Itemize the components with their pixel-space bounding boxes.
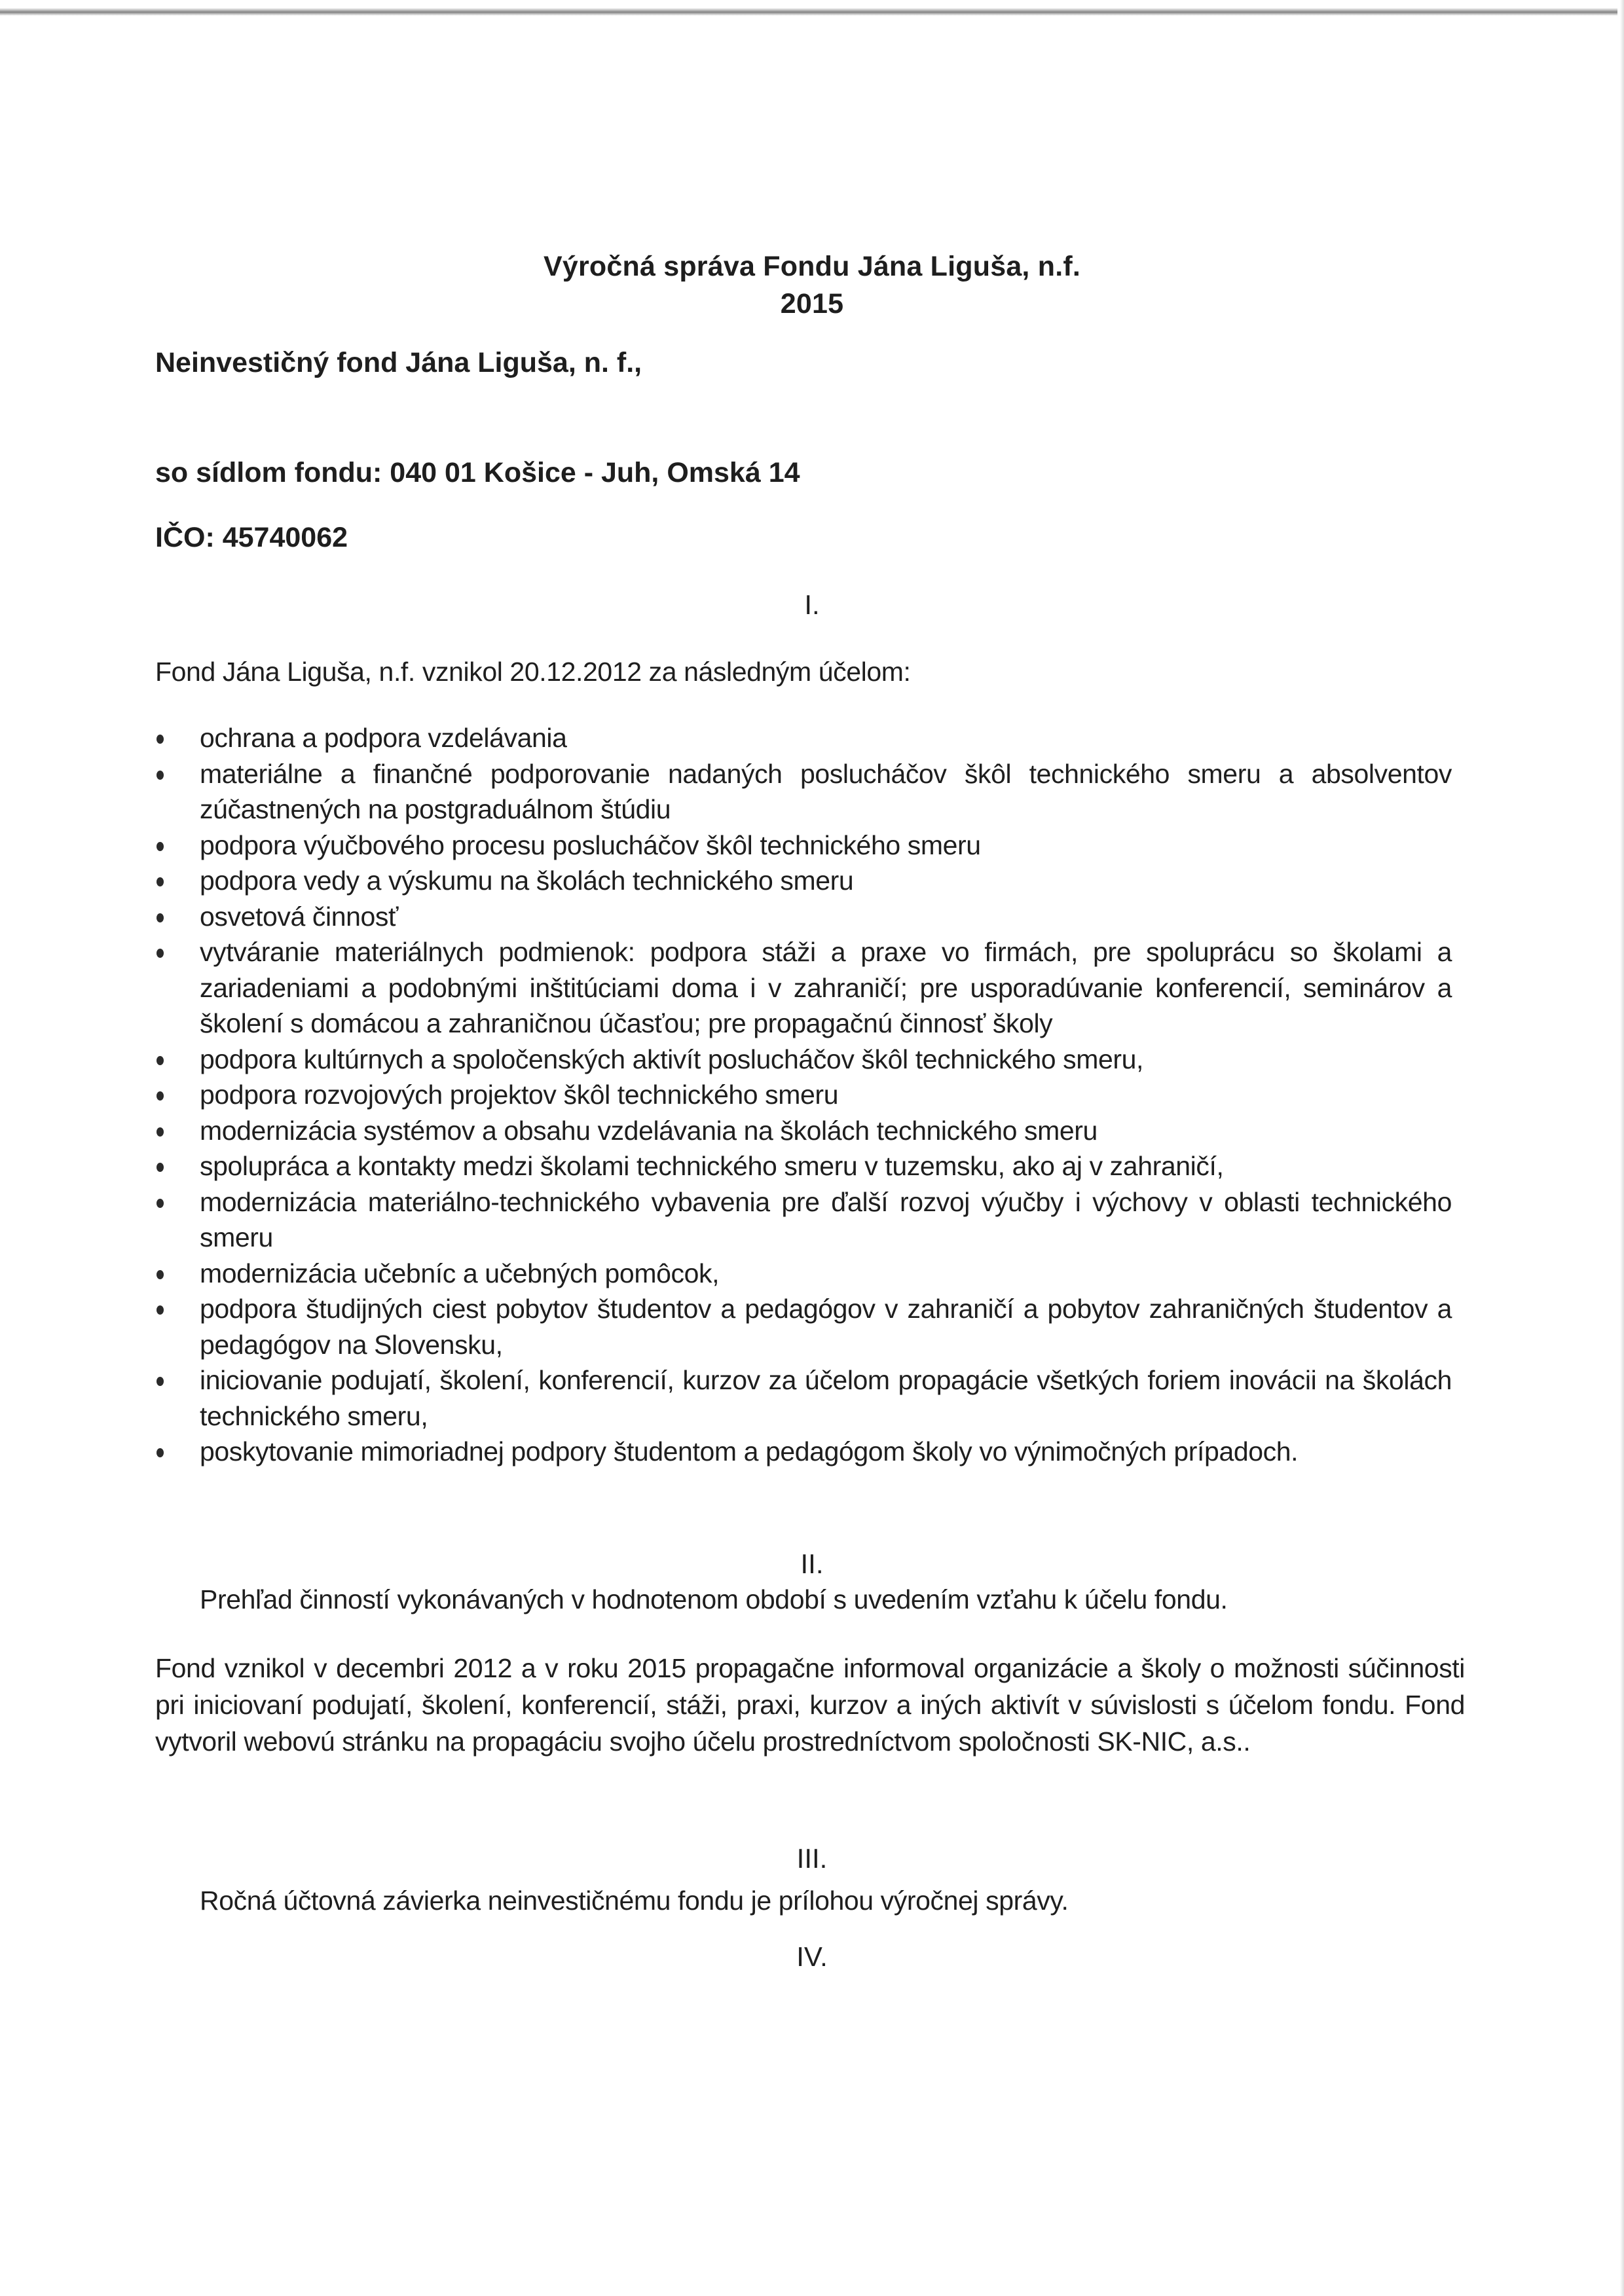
list-item: podpora výučbového procesu poslucháčov škôl technického smeru xyxy=(155,828,1452,864)
bullet-icon xyxy=(157,1199,164,1208)
list-item: podpora študijných ciest pobytov študentov a pedagógov v zahraničí a pobytov zahraničných študentov a pedagógov na Slovensku, xyxy=(155,1291,1452,1362)
fund-address: so sídlom fondu: 040 01 Košice - Juh, Omská 14 xyxy=(155,457,800,488)
scan-edge-artifact xyxy=(0,8,1617,16)
fund-name: Neinvestičný fond Jána Liguša, n. f., xyxy=(155,347,642,378)
document-year: 2015 xyxy=(780,288,844,319)
list-item: podpora rozvojových projektov škôl technického smeru xyxy=(155,1077,1452,1113)
section-2-paragraph: Fond vznikol v decembri 2012 a v roku 2015 propagačne informoval organizácie a školy o možnosti súčinnosti pri iniciovaní podujatí, školení, konferencií, stáži, praxi, kurzov a iných aktivít v súvislosti s účelom fondu. Fond vytvoril webovú stránku na propagáciu svojho účelu prostredníctvom spoločnosti SK-NIC, a.s.. xyxy=(155,1653,1465,1757)
list-item: podpora vedy a výskumu na školách technického smeru xyxy=(155,863,1452,899)
list-item: podpora kultúrnych a spoločenských aktivít poslucháčov škôl technického smeru, xyxy=(155,1042,1452,1078)
bullet-icon xyxy=(157,1448,164,1457)
bullet-icon xyxy=(157,1270,164,1279)
bullet-icon xyxy=(157,771,164,780)
section-2-heading: Prehľad činností vykonávaných v hodnotenom období s uvedením vzťahu k účelu fondu. xyxy=(200,1584,1228,1614)
list-item: materiálne a finančné podporovanie nadaných poslucháčov škôl technického smeru a absolventov zúčastnených na postgraduálnom štúdiu xyxy=(155,756,1452,828)
bullet-icon xyxy=(157,913,164,922)
bullet-icon xyxy=(157,735,164,744)
bullet-icon xyxy=(157,949,164,958)
bullet-icon xyxy=(157,1377,164,1386)
section-1-intro: Fond Jána Liguša, n.f. vznikol 20.12.2012 za následným účelom: xyxy=(155,657,911,687)
list-item: vytváranie materiálnych podmienok: podpora stáži a praxe vo firmách, pre spoluprácu so školami a zariadeniami a podobnými inštitúciami doma i v zahraničí; pre usporadúvanie konferencií, seminárov a školení s domácou a zahraničnou účasťou; pre propagačnú činnosť školy xyxy=(155,934,1452,1042)
bullet-icon xyxy=(157,842,164,851)
list-item: iniciovanie podujatí, školení, konferencií, kurzov za účelom propagácie všetkých foriem inovácii na školách technického smeru, xyxy=(155,1362,1452,1434)
bullet-icon xyxy=(157,1056,164,1065)
bullet-icon xyxy=(157,1163,164,1172)
section-2-number: II. xyxy=(800,1548,824,1579)
fund-ico: IČO: 45740062 xyxy=(155,522,348,553)
list-item: modernizácia učebníc a učebných pomôcok, xyxy=(155,1256,1452,1292)
section-4-number: IV. xyxy=(796,1941,828,1972)
document-title: Výročná správa Fondu Jána Liguša, n.f. xyxy=(543,251,1081,282)
list-item: spolupráca a kontakty medzi školami technického smeru v tuzemsku, ako aj v zahraničí, xyxy=(155,1148,1452,1184)
bullet-icon xyxy=(157,1091,164,1101)
section-1-number: I. xyxy=(804,589,820,620)
list-item: osvetová činnosť xyxy=(155,899,1452,935)
bullet-icon xyxy=(157,1127,164,1137)
bullet-icon xyxy=(157,1305,164,1315)
list-item: poskytovanie mimoriadnej podpory študentom a pedagógom školy vo výnimočných prípadoch. xyxy=(155,1434,1452,1470)
list-item: ochrana a podpora vzdelávania xyxy=(155,720,1452,756)
section-3-text: Ročná účtovná závierka neinvestičnému fondu je prílohou výročnej správy. xyxy=(200,1886,1069,1916)
list-item: modernizácia materiálno-technického vybavenia pre ďalší rozvoj výučby i výchovy v oblasti technického smeru xyxy=(155,1184,1452,1256)
bullet-icon xyxy=(157,877,164,886)
section-3-number: III. xyxy=(796,1843,828,1874)
list-item: modernizácia systémov a obsahu vzdelávania na školách technického smeru xyxy=(155,1113,1452,1149)
purpose-list xyxy=(155,720,1452,1470)
